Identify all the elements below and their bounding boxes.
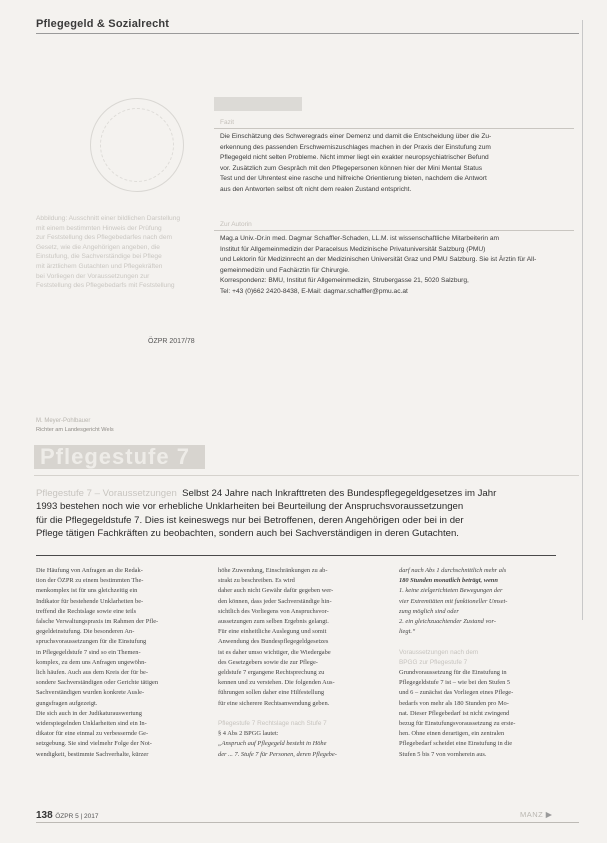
body-line: Die Häufung von Anfragen an die Redak-: [36, 567, 143, 574]
publisher-mark-icon: ▶: [545, 810, 553, 819]
body-line: hen. Ohne einen derartigen, ein zentralen: [399, 730, 505, 738]
body-line: für eine sicherere Rechtsanwendung geben.: [218, 699, 330, 707]
quote-line: „Anspruch auf Pflegegeld besteht in Höhe: [218, 740, 327, 748]
article-lead: [36, 487, 576, 541]
subheading: BPGG zur Pflegestufe 7: [399, 658, 468, 666]
body-line: bezug für Einstufungsvoraussetzung zu erste-: [399, 720, 516, 728]
article-author-role: Richter am Landesgericht Wels: [36, 427, 114, 433]
body-line: widerspiegelnden Unklarheiten sind ein In-: [36, 720, 147, 728]
body-line: des Gesetzgebers sowie die zur Pflege-: [218, 658, 318, 666]
article-title: Pflegestufe 7: [34, 445, 205, 469]
body-line: daher auch nicht Gewähr dafür gegeben wer-: [218, 587, 334, 595]
body-line: Pflegegeldstufe 7 ist – wie bei den Stufen 5: [399, 679, 511, 687]
body-column-1: [36, 566, 202, 760]
lead-line: Pflege tätigen Fachkräften zu beobachten, sondern auch bei Sachverständigen in deren Gutachten.: [36, 528, 459, 540]
author-label: Zur Autorin: [220, 221, 252, 228]
author-line: und Lektorin für Medizinrecht an der Medizinischen Universität Graz und PMU Salzburg. Sie ist Ärztin für All-: [220, 256, 537, 264]
body-line: bedarfs von mehr als 180 Stunden pro Mo-: [399, 699, 509, 707]
body-line: sondere Sachverständigen oder Gerichte tätigen: [36, 679, 159, 687]
summary-box: [214, 97, 574, 347]
fazit-line: erkennung des passenden Erschwerniszuschlages machen in der Praxis der Einstufung zum: [220, 143, 491, 151]
quote-line: zung möglich sind oder: [399, 607, 459, 615]
caption-line: mit ärztlichem Gutachten und Pflegekräften: [36, 262, 163, 270]
caption-line: Abbildung: Ausschnitt einer bildlichen Darstellung: [36, 215, 181, 222]
body-line: in Pflegegeldstufe 7 sind so ein Themen-: [36, 648, 141, 656]
body-line: gegeldeinstufung. Die besonderen An-: [36, 628, 135, 636]
body-line: geldstufe 7 ergangene Rechtsprechung zu: [218, 669, 325, 677]
author-line: Tel: +43 (0)662 2420-8438, E-Mail: dagmar.schaffler@pmu.ac.at: [220, 287, 408, 295]
fazit-line: aus den Antworten selbst oft nicht dem realen Zustand entspricht.: [220, 185, 412, 193]
quote-line: der ... 7. Stufe 7 für Personen, deren Pflegebe-: [218, 750, 337, 758]
body-line: Sachverständigen wurden konkrete Ausle-: [36, 689, 145, 697]
title-divider: [34, 475, 579, 476]
body-line: treffend die Rechtslage sowie eine teils: [36, 607, 137, 615]
image-caption: [36, 214, 204, 291]
body-line: nat. Dieser Pflegebedarf ist nicht zwingend: [399, 709, 510, 717]
body-line: § 4 Abs 2 BPGG lautet:: [218, 730, 279, 738]
body-line: und 6 – zunächst das Vorliegen eines Pflege-: [399, 689, 514, 697]
fazit-text: [220, 132, 572, 196]
author-text: [220, 234, 572, 298]
footer-divider: [36, 822, 579, 823]
article-author: M. Meyer-Pohlbauer: [36, 418, 91, 424]
body-line: wendigkeit, bestimmte Sachverhalte, kürzer: [36, 750, 149, 758]
body-column-3: [399, 566, 565, 760]
caption-line: Gesetz, wie die Angehörigen angeben, die: [36, 243, 160, 251]
body-line: spruchsvoraussetzungen für die Einstufung: [36, 638, 147, 646]
page-number: 138: [36, 810, 53, 821]
lead-line: 1993 bestehen noch wie vor erhebliche Unklarheiten bei Beurteilung der Anspruchsvoraussetzungen: [36, 501, 464, 513]
caption-line: Einstufung, die Sachverständige bei Pflege: [36, 253, 162, 261]
lead-line: Selbst 24 Jahre nach Inkrafttreten des Bundespflegegeldgesetzes im Jahr: [182, 488, 497, 499]
caption-line: bei Vorliegen der Voraussetzungen zur: [36, 272, 150, 280]
body-line: sichtlich des Vorliegens von Anspruchsvor-: [218, 607, 329, 615]
caption-line: Feststellung des Pflegebedarfs mit Feststellung: [36, 282, 175, 290]
author-line: Korrespondenz: BMU, Institut für Allgemeinmedizin, Strubergasse 21, 5020 Salzburg,: [220, 277, 469, 285]
header-divider: [36, 33, 579, 34]
caption-line: mit einem bestimmten Hinweis der Prüfung: [36, 224, 162, 232]
footer-page-info: [36, 810, 98, 821]
lead-line: für die Pflegegeldstufe 7. Dies ist keineswegs nur bei Betroffenen, deren Angehörigen oder bei in der: [36, 514, 464, 526]
body-line: den können, dass jeder Sachverständige hin-: [218, 597, 332, 605]
faint-seal-inner: [100, 108, 174, 182]
body-line: setzgebung. Sie sind vielmehr Folge der Not-: [36, 740, 152, 748]
quote-line: 180 Stunden monatlich beträgt, wenn: [399, 577, 498, 585]
subheading: Pflegestufe 7 Rechtslage nach Stufe 7: [218, 720, 327, 728]
box-tag: [214, 97, 302, 111]
body-line: Für eine einheitliche Auslegung und somit: [218, 628, 327, 636]
body-line: kennen und zu verstehen. Die folgenden Aus-: [218, 679, 335, 687]
subheading: Voraussetzungen nach dem: [399, 648, 479, 656]
body-line: tion der ÖZPR zu einem bestimmten The-: [36, 577, 144, 585]
quote-line: 1. keine zielgerichteten Bewegungen der: [399, 587, 503, 595]
fazit-divider: [214, 128, 574, 129]
fazit-line: Pflegegeld nicht selten Probleme. Nicht immer liegt ein exakter neuropsychiatrischer Befund: [220, 154, 489, 162]
author-line: Institut für Allgemeinmedizin der Paracelsus Medizinische Privatuniversität Salzburg (PMU): [220, 245, 486, 253]
author-divider: [214, 230, 574, 231]
body-line: komplex, zu dem uns Anfragen ungewöhn-: [36, 658, 147, 666]
body-line: ist es daher umso wichtiger, die Wiedergabe: [218, 648, 331, 656]
body-line: strakt zu beschreiben. Es wird: [218, 577, 295, 585]
body-line: [399, 637, 565, 647]
author-line: gemeinmedizin und Fachärztin für Chirurgie.: [220, 266, 350, 274]
body-line: Die sich auch in der Judikaturauswertung: [36, 709, 142, 717]
fazit-line: Test und der Uhrentest eine rasche und hilfreiche Orientierung bieten, nachdem die Antwort: [220, 175, 487, 183]
lead-divider: [36, 555, 556, 556]
body-line: lich häufen. Auch aus dem Kreis der für be-: [36, 669, 148, 677]
journal-issue: ÖZPR 5 | 2017: [55, 813, 99, 820]
body-line: höhe Zuwendung, Einschränkungen zu ab-: [218, 567, 328, 574]
body-line: menkomplex ist für uns gleichzeitig ein: [36, 587, 138, 595]
author-line: Mag.a Univ.-Dr.in med. Dagmar Schaffler-Schaden, LL.M. ist wissenschaftliche Mitarbeiterin am: [220, 235, 500, 242]
body-line: gungsfragen aufgezeigt.: [36, 699, 98, 707]
body-line: aussetzungen zum selben Ergebnis gelangt.: [218, 618, 329, 626]
quote-line: darf nach Abs 1 durchschnittlich mehr als: [399, 567, 507, 574]
body-line: [218, 709, 384, 719]
quote-line: 2. ein gleichzuachtender Zustand vor-: [399, 618, 496, 626]
section-header: Pflegegeld & Sozialrecht: [36, 18, 170, 30]
publisher-name: MANZ: [520, 810, 544, 819]
body-line: Anwendung des Bundespflegegeldgesetzes: [218, 638, 329, 646]
margin-divider: [582, 20, 583, 620]
quote-line: liegt.“: [399, 628, 416, 636]
body-line: Indikator für bestehende Unklarheiten be-: [36, 597, 144, 605]
body-line: Pflegebedarf scheidet eine Einstufung in die: [399, 740, 513, 748]
body-line: Stufen 5 bis 7 von vornherein aus.: [399, 750, 487, 758]
article-reference: ÖZPR 2017/78: [148, 338, 195, 345]
lead-kicker: Pflegestufe 7 – Voraussetzungen: [36, 488, 177, 499]
quote-line: vier Extremitäten mit funktioneller Umset-: [399, 597, 508, 605]
body-line: führungen sollen daher eine Hilfestellung: [218, 689, 325, 697]
fazit-line: vor. Zusätzlich zum Gespräch mit den Pflegepersonen können hier der Mini Mental Status: [220, 164, 483, 172]
body-line: dikator für eine einmal zu verbessernde Ge-: [36, 730, 149, 738]
fazit-label: Fazit: [220, 119, 235, 126]
caption-line: zur Feststellung des Pflegebedarfes nach dem: [36, 234, 172, 242]
body-line: falsche Verwaltungspraxis im Rahmen der Pfle-: [36, 618, 159, 626]
publisher-logo: [520, 810, 552, 819]
fazit-line: Die Einschätzung des Schweregrads einer Demenz und damit die Entscheidung über die Zu-: [220, 133, 492, 140]
body-line: Grundvoraussetzung für die Einstufung in: [399, 669, 507, 677]
body-column-2: [218, 566, 384, 760]
